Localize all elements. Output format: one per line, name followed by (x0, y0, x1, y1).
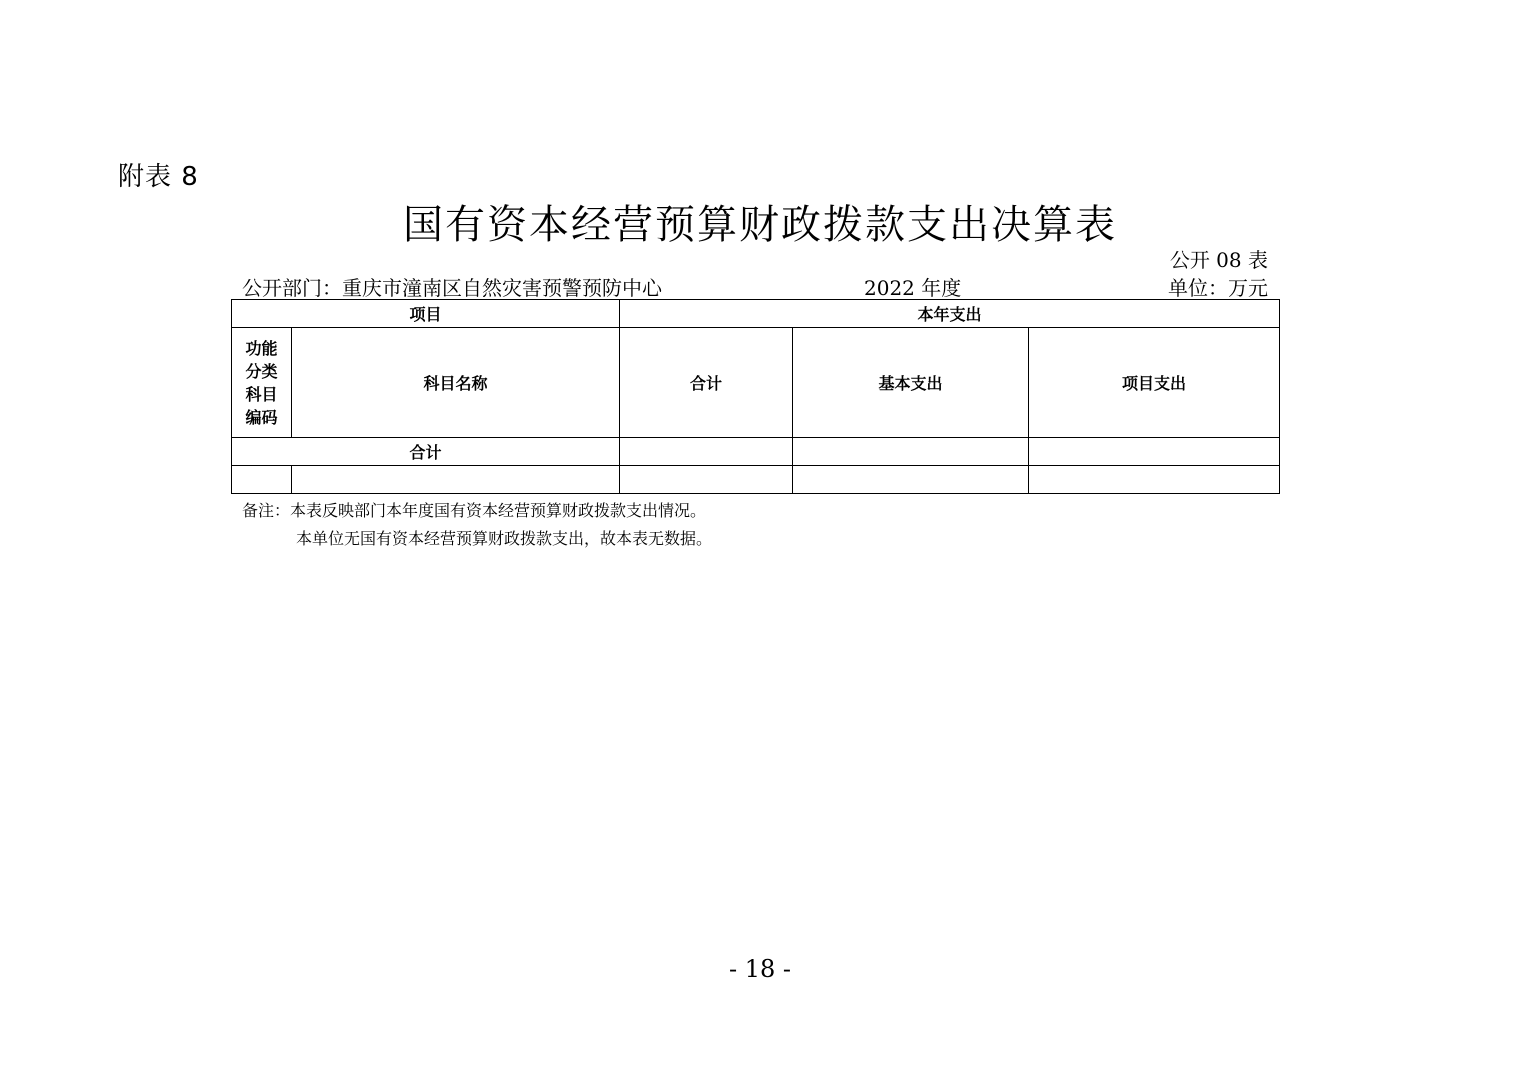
note-line-2: 本单位无国有资本经营预算财政拨款支出，故本表无数据。 (296, 529, 713, 548)
column-function-code-label: 功能分类科目编码 (245, 338, 278, 427)
table-row (232, 466, 1280, 494)
total-row (232, 438, 1280, 466)
column-function-code (232, 328, 292, 438)
department-label: 公开部门：重庆市潼南区自然灾害预警预防中心 (242, 276, 662, 300)
notes (242, 497, 712, 553)
column-project-expenditure: 项目支出 (1029, 328, 1280, 438)
total-project-cell (1029, 438, 1280, 466)
expenditure-table (231, 299, 1280, 494)
empty-cell (292, 466, 620, 494)
note-line-1: 备注：本表反映部门本年度国有资本经营预算财政拨款支出情况。 (242, 501, 707, 520)
total-basic-cell (793, 438, 1029, 466)
column-subject-name: 科目名称 (292, 328, 620, 438)
header-current-year: 本年支出 (620, 300, 1280, 328)
empty-cell (793, 466, 1029, 494)
table-header-row-1 (232, 300, 1280, 328)
annex-label: 附表 8 (118, 162, 199, 192)
empty-cell (1029, 466, 1280, 494)
unit-label: 单位：万元 (1168, 276, 1268, 300)
column-basic-expenditure: 基本支出 (793, 328, 1029, 438)
page-title: 国有资本经营预算财政拨款支出决算表 (403, 202, 1117, 248)
header-item: 项目 (232, 300, 620, 328)
total-row-label: 合计 (232, 438, 620, 466)
empty-cell (620, 466, 793, 494)
total-cell (620, 438, 793, 466)
empty-cell (232, 466, 292, 494)
column-total: 合计 (620, 328, 793, 438)
page-number: - 18 - (728, 955, 791, 983)
year-label: 2022 年度 (864, 276, 962, 300)
table-code: 公开 08 表 (1169, 248, 1268, 272)
table-header-row-2 (232, 328, 1280, 438)
